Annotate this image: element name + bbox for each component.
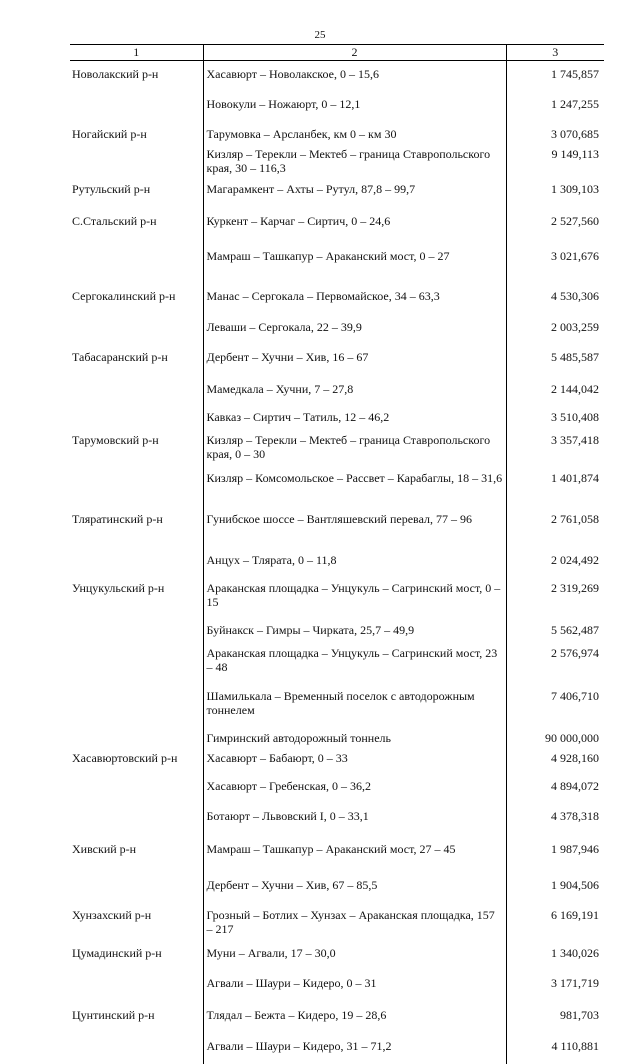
- table-row: [70, 836, 604, 872]
- table-row: [70, 773, 604, 803]
- value-cell: 981,703: [506, 1002, 604, 1033]
- table-row: [70, 344, 604, 376]
- table-row: [70, 940, 604, 970]
- table-row: [70, 506, 604, 547]
- value-cell: 3 510,408: [506, 404, 604, 427]
- road-cell: Муни – Агвали, 17 – 30,0: [203, 940, 506, 970]
- road-cell: Мамедкала – Хучни, 7 – 27,8: [203, 376, 506, 404]
- value-cell: 5 562,487: [506, 617, 604, 640]
- value-cell: 3 070,685: [506, 121, 604, 141]
- road-cell: Хасавюрт – Гребенская, 0 – 36,2: [203, 773, 506, 803]
- road-cell: Кизляр – Комсомольское – Рассвет – Карабаглы, 18 – 31,6: [203, 465, 506, 506]
- district-cell: [70, 376, 203, 404]
- page-number: 25: [0, 29, 640, 41]
- district-cell: Рутульский р-н: [70, 176, 203, 208]
- column-header-3: 3: [506, 45, 604, 61]
- table-row: [70, 141, 604, 176]
- table-row: [70, 547, 604, 575]
- value-cell: 2 024,492: [506, 547, 604, 575]
- road-cell: Хасавюрт – Новолакское, 0 – 15,6: [203, 61, 506, 92]
- road-cell: Куркент – Карчаг – Сиртич, 0 – 24,6: [203, 208, 506, 243]
- district-cell: Цумадинский р-н: [70, 940, 203, 970]
- district-cell: С.Стальский р-н: [70, 208, 203, 243]
- value-cell: 5 485,587: [506, 344, 604, 376]
- value-cell: 1 987,946: [506, 836, 604, 872]
- district-cell: Тляратинский р-н: [70, 506, 203, 547]
- district-cell: [70, 773, 203, 803]
- table-row: [70, 61, 604, 92]
- road-cell: Кизляр – Терекли – Мектеб – граница Ставропольского края, 0 – 30: [203, 427, 506, 465]
- district-cell: Унцукульский р-н: [70, 575, 203, 617]
- value-cell: 2 576,974: [506, 640, 604, 683]
- table-row: [70, 803, 604, 836]
- table-row: [70, 243, 604, 283]
- table-row: [70, 970, 604, 1002]
- value-cell: 1 401,874: [506, 465, 604, 506]
- table-row: [70, 376, 604, 404]
- column-header-1: 1: [70, 45, 203, 61]
- district-cell: Тарумовский р-н: [70, 427, 203, 465]
- road-cell: Леваши – Сергокала, 22 – 39,9: [203, 314, 506, 344]
- value-cell: 1 247,255: [506, 91, 604, 121]
- table-row: [70, 1033, 604, 1064]
- table-row: [70, 314, 604, 344]
- road-cell: Буйнакск – Гимры – Чирката, 25,7 – 49,9: [203, 617, 506, 640]
- table-row: [70, 427, 604, 465]
- value-cell: 1 745,857: [506, 61, 604, 92]
- district-cell: [70, 803, 203, 836]
- district-cell: [70, 465, 203, 506]
- table-row: [70, 1002, 604, 1033]
- table-row: [70, 640, 604, 683]
- district-cell: Хивский р-н: [70, 836, 203, 872]
- district-cell: [70, 91, 203, 121]
- table-row: [70, 575, 604, 617]
- road-cell: Кизляр – Терекли – Мектеб – граница Ставропольского края, 30 – 116,3: [203, 141, 506, 176]
- district-cell: [70, 314, 203, 344]
- column-header-2: 2: [203, 45, 506, 61]
- district-cell: [70, 404, 203, 427]
- value-cell: 1 340,026: [506, 940, 604, 970]
- district-cell: [70, 547, 203, 575]
- road-cell: Хасавюрт – Бабаюрт, 0 – 33: [203, 745, 506, 773]
- district-cell: Новолакский р-н: [70, 61, 203, 92]
- table-row: [70, 745, 604, 773]
- road-cell: Гимринский автодорожный тоннель: [203, 725, 506, 745]
- roads-table: [70, 44, 604, 1064]
- value-cell: 2 527,560: [506, 208, 604, 243]
- value-cell: 2 144,042: [506, 376, 604, 404]
- road-cell: Новокули – Ножаюрт, 0 – 12,1: [203, 91, 506, 121]
- value-cell: 1 904,506: [506, 872, 604, 902]
- value-cell: 4 928,160: [506, 745, 604, 773]
- table-row: [70, 725, 604, 745]
- value-cell: 3 021,676: [506, 243, 604, 283]
- district-cell: [70, 725, 203, 745]
- road-cell: Тарумовка – Арсланбек, км 0 – км 30: [203, 121, 506, 141]
- district-cell: Табасаранский р-н: [70, 344, 203, 376]
- table-row: [70, 283, 604, 314]
- district-cell: Ногайский р-н: [70, 121, 203, 141]
- road-cell: Дербент – Хучни – Хив, 16 – 67: [203, 344, 506, 376]
- road-cell: Дербент – Хучни – Хив, 67 – 85,5: [203, 872, 506, 902]
- table-row: [70, 465, 604, 506]
- road-cell: Гунибское шоссе – Вантляшевский перевал, 77 – 96: [203, 506, 506, 547]
- table-row: [70, 176, 604, 208]
- road-cell: Анцух – Тлярата, 0 – 11,8: [203, 547, 506, 575]
- value-cell: 1 309,103: [506, 176, 604, 208]
- value-cell: 90 000,000: [506, 725, 604, 745]
- road-cell: Грозный – Ботлих – Хунзах – Араканская площадка, 157 – 217: [203, 902, 506, 940]
- district-cell: [70, 970, 203, 1002]
- value-cell: 3 171,719: [506, 970, 604, 1002]
- road-cell: Агвали – Шаури – Кидеро, 0 – 31: [203, 970, 506, 1002]
- district-cell: [70, 872, 203, 902]
- road-cell: Агвали – Шаури – Кидеро, 31 – 71,2: [203, 1033, 506, 1064]
- table-row: [70, 121, 604, 141]
- table-row: [70, 91, 604, 121]
- district-cell: [70, 617, 203, 640]
- table-row: [70, 872, 604, 902]
- road-cell: Араканская площадка – Унцукуль – Сагринский мост, 23 – 48: [203, 640, 506, 683]
- value-cell: 7 406,710: [506, 683, 604, 725]
- value-cell: 4 894,072: [506, 773, 604, 803]
- table-row: [70, 683, 604, 725]
- road-cell: Шамилькала – Временный поселок с автодорожным тоннелем: [203, 683, 506, 725]
- value-cell: 4 530,306: [506, 283, 604, 314]
- road-cell: Мамраш – Ташкапур – Араканский мост, 0 – 27: [203, 243, 506, 283]
- district-cell: Хунзахский р-н: [70, 902, 203, 940]
- value-cell: 9 149,113: [506, 141, 604, 176]
- value-cell: 6 169,191: [506, 902, 604, 940]
- value-cell: 2 319,269: [506, 575, 604, 617]
- table-row: [70, 617, 604, 640]
- road-cell: Тлядал – Бежта – Кидеро, 19 – 28,6: [203, 1002, 506, 1033]
- road-cell: Кавказ – Сиртич – Татиль, 12 – 46,2: [203, 404, 506, 427]
- road-cell: Манас – Сергокала – Первомайское, 34 – 63,3: [203, 283, 506, 314]
- table-row: [70, 208, 604, 243]
- district-cell: Сергокалинский р-н: [70, 283, 203, 314]
- district-cell: [70, 683, 203, 725]
- district-cell: Цунтинский р-н: [70, 1002, 203, 1033]
- value-cell: 3 357,418: [506, 427, 604, 465]
- value-cell: 2 003,259: [506, 314, 604, 344]
- district-cell: [70, 141, 203, 176]
- table-header: [70, 45, 604, 61]
- value-cell: 2 761,058: [506, 506, 604, 547]
- district-cell: [70, 1033, 203, 1064]
- value-cell: 4 378,318: [506, 803, 604, 836]
- district-cell: [70, 640, 203, 683]
- road-cell: Ботаюрт – Львовский I, 0 – 33,1: [203, 803, 506, 836]
- road-cell: Магарамкент – Ахты – Рутул, 87,8 – 99,7: [203, 176, 506, 208]
- district-cell: Хасавюртовский р-н: [70, 745, 203, 773]
- table-row: [70, 902, 604, 940]
- road-cell: Араканская площадка – Унцукуль – Сагринский мост, 0 – 15: [203, 575, 506, 617]
- district-cell: [70, 243, 203, 283]
- table-row: [70, 404, 604, 427]
- table-body: [70, 61, 604, 1064]
- road-cell: Мамраш – Ташкапур – Араканский мост, 27 – 45: [203, 836, 506, 872]
- value-cell: 4 110,881: [506, 1033, 604, 1064]
